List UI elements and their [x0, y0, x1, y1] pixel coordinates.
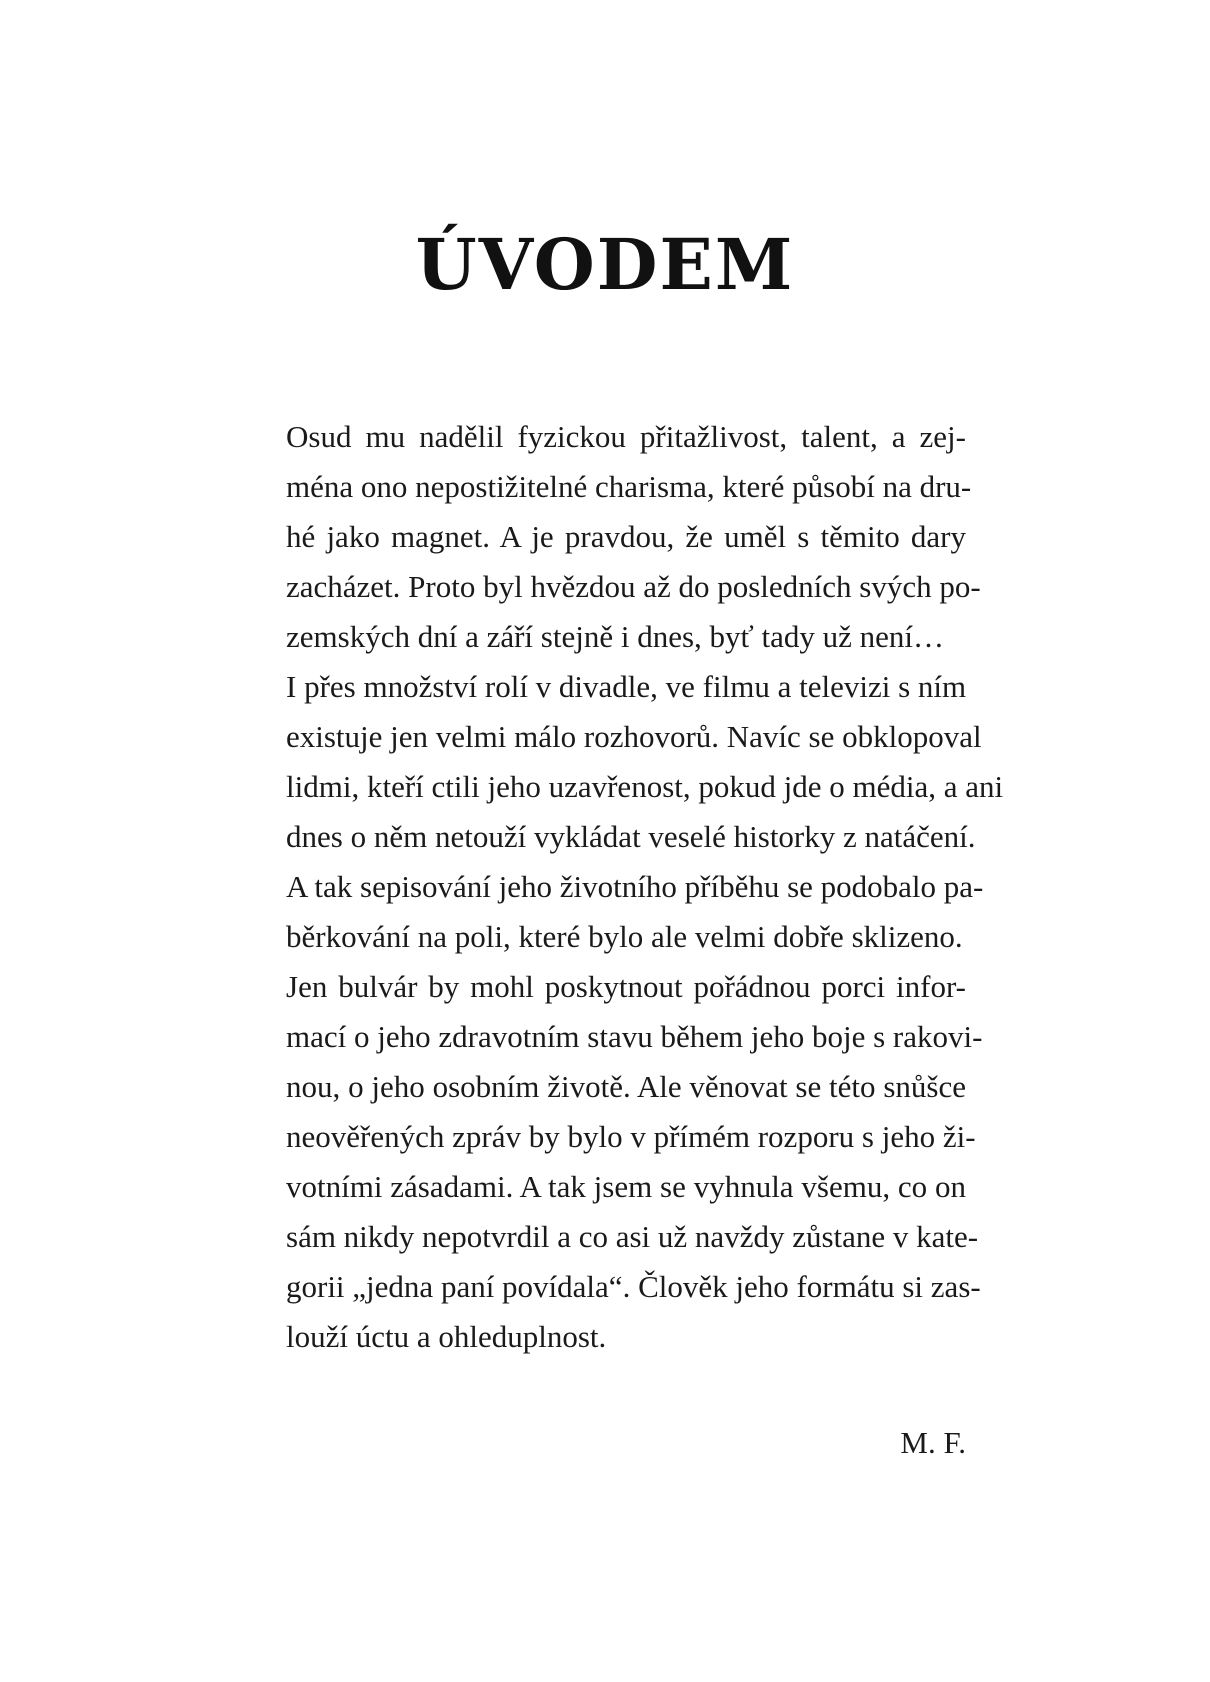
- text-line: zacházet. Proto byl hvězdou až do posledních svých po-: [286, 569, 981, 604]
- text-line: nou, o jeho osobním životě. Ale věnovat se této snůšce: [286, 1069, 966, 1104]
- text-line: I přes množství rolí v divadle, ve filmu a televizi s ním: [286, 669, 967, 704]
- text-line: běrkování na poli, které bylo ale velmi dobře sklizeno.: [286, 919, 963, 954]
- text-line: hé jako magnet. A je pravdou, že uměl s těmito dary: [286, 519, 966, 554]
- chapter-title: ÚVODEM: [415, 223, 795, 306]
- text-line: sám nikdy nepotvrdil a co asi už navždy zůstane v kate-: [286, 1219, 979, 1254]
- paragraph: [248, 412, 981, 662]
- text-line: zemských dní a září stejně i dnes, byť tady už není…: [286, 619, 945, 654]
- body-text: [248, 412, 1004, 1362]
- text-line: Osud mu nadělil fyzickou přitažlivost, talent, a zej-: [286, 419, 966, 454]
- author-signature: M. F.: [900, 1425, 966, 1460]
- text-line: A tak sepisování jeho životního příběhu se podobalo pa-: [286, 869, 984, 904]
- paragraph: [248, 962, 983, 1362]
- text-line: louží úctu a ohleduplnost.: [286, 1319, 607, 1354]
- text-line: dnes o něm netouží vykládat veselé historky z natáčení.: [286, 819, 976, 854]
- paragraph: [248, 662, 1004, 962]
- text-line: votními zásadami. A tak jsem se vyhnula všemu, co on: [286, 1169, 966, 1204]
- text-line: neověřených zpráv by bylo v přímém rozporu s jeho ži-: [286, 1119, 976, 1154]
- text-line: existuje jen velmi málo rozhovorů. Navíc se obklopoval: [286, 719, 982, 754]
- text-line: ména ono nepostižitelné charisma, které působí na dru-: [286, 469, 972, 504]
- text-line: lidmi, kteří ctili jeho uzavřenost, pokud jde o média, a ani: [286, 769, 1004, 804]
- text-line: mací o jeho zdravotním stavu během jeho boje s rakovi-: [286, 1019, 983, 1054]
- text-line: gorii „jedna paní povídala“. Člověk jeho formátu si zas-: [286, 1269, 981, 1304]
- text-line: Jen bulvár by mohl poskytnout pořádnou porci infor-: [286, 969, 966, 1004]
